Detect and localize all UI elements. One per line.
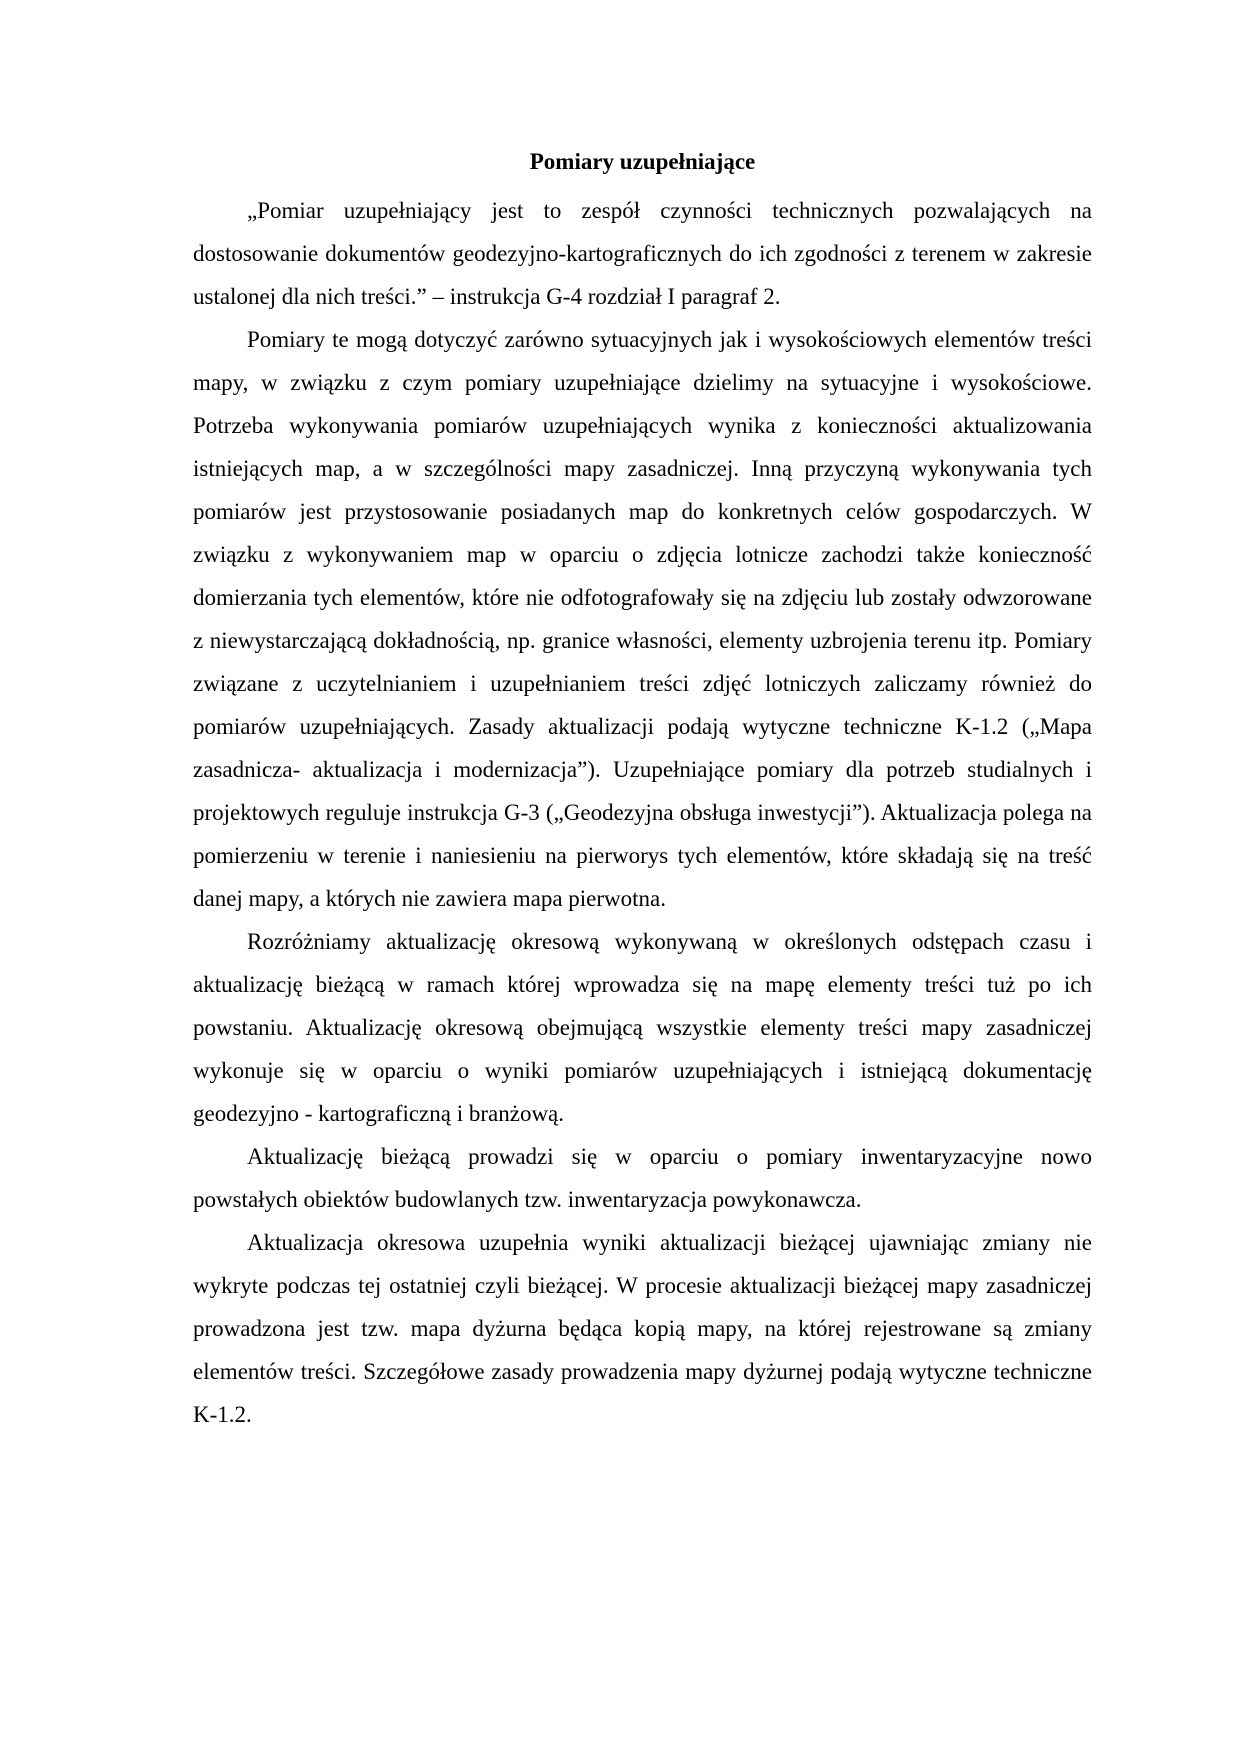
paragraph-periodic-update: Rozróżniamy aktualizację okresową wykonywaną w określonych odstępach czasu i aktualizację bieżącą w ramach której wprowadza się na mapę elementy treści tuż po ich powstaniu. Aktualizację okresową obejmującą wszystkie elementy treści mapy zasadniczej wykonuje się w oparciu o wyniki pomiarów uzupełniających i istniejącą dokumentację geodezyjno - kartograficzną i branżową. bbox=[193, 929, 1092, 1126]
paragraph-current-update: Aktualizację bieżącą prowadzi się w oparciu o pomiary inwentaryzacyjne nowo powstałych obiektów budowlanych tzw. inwentaryzacja powykonawcza. bbox=[193, 1144, 1092, 1212]
paragraph-duty-map: Aktualizacja okresowa uzupełnia wyniki aktualizacji bieżącej ujawniając zmiany nie wykryte podczas tej ostatniej czyli bieżącej. W procesie aktualizacji bieżącej mapy zasadniczej prowadzona jest tzw. mapa dyżurna będąca kopią mapy, na której rejestrowane są zmiany elementów treści. Szczegółowe zasady prowadzenia mapy dyżurnej podają wytyczne techniczne K-1.2. bbox=[193, 1230, 1092, 1427]
document-title: Pomiary uzupełniające bbox=[529, 149, 756, 174]
paragraph-scope: Pomiary te mogą dotyczyć zarówno sytuacyjnych jak i wysokościowych elementów treści mapy, w związku z czym pomiary uzupełniające dzielimy na sytuacyjne i wysokościowe. Potrzeba wykonywania pomiarów uzupełniających wynika z konieczności aktualizowania istniejących map, a w szczególności mapy zasadniczej. Inną przyczyną wykonywania tych pomiarów jest przystosowanie posiadanych map do konkretnych celów gospodarczych. W związku z wykonywaniem map w oparciu o zdjęcia lotnicze zachodzi także konieczność domierzania tych elementów, które nie odfotografowały się na zdjęciu lub zostały odwzorowane z niewystarczającą dokładnością, np. granice własności, elementy uzbrojenia terenu itp. Pomiary związane z uczytelnianiem i uzupełnianiem treści zdjęć lotniczych zaliczamy również do pomiarów uzupełniających. Zasady aktualizacji podają wytyczne techniczne K-1.2 („Mapa zasadnicza- aktualizacja i modernizacja”). Uzupełniające pomiary dla potrzeb studialnych i projektowych reguluje instrukcja G-3 („Geodezyjna obsługa inwestycji”). Aktualizacja polega na pomierzeniu w terenie i naniesieniu na pierworys tych elementów, które składają się na treść danej mapy, a których nie zawiera mapa pierwotna. bbox=[193, 327, 1092, 911]
paragraph-definition: „Pomiar uzupełniający jest to zespół czynności technicznych pozwalających na dostosowanie dokumentów geodezyjno-kartograficznych do ich zgodności z terenem w zakresie ustalonej dla nich treści.” – instrukcja G-4 rozdział I paragraf 2. bbox=[193, 198, 1092, 309]
document-body bbox=[193, 146, 1092, 1436]
